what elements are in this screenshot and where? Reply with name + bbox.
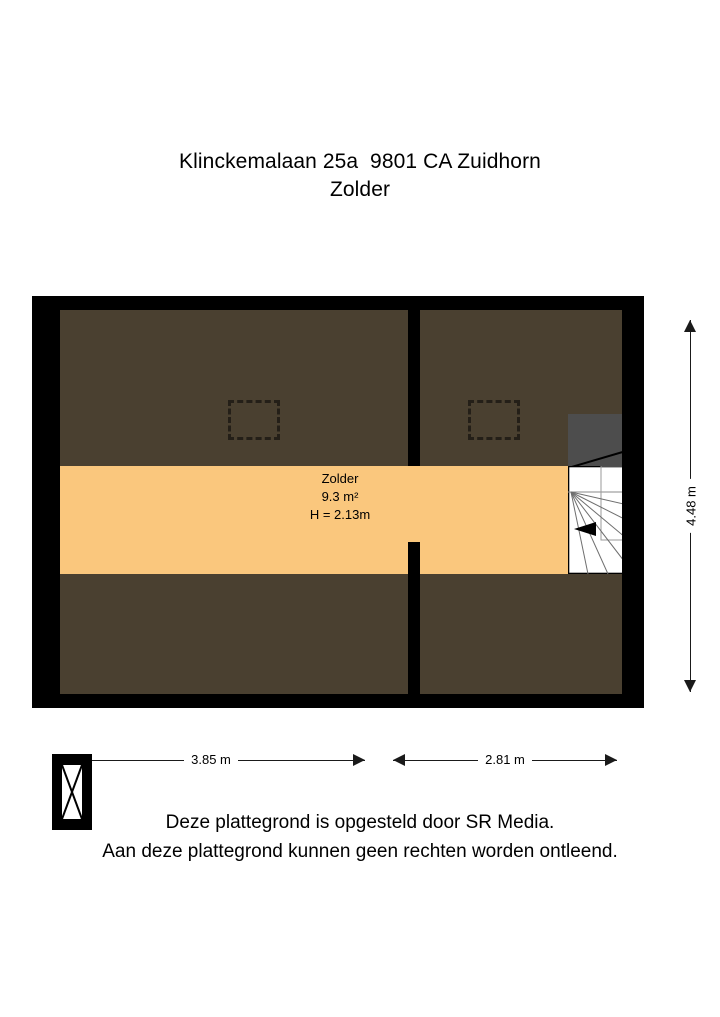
stair-treads	[568, 466, 622, 574]
floor-name: Zolder	[329, 178, 391, 201]
disclaimer	[0, 808, 720, 866]
dimension-left-label: 3.85 m	[184, 752, 238, 767]
dimension-right-width	[393, 748, 617, 774]
staircase-icon	[568, 466, 622, 574]
disclaimer-line-1: Deze plattegrond is opgesteld door SR Media.	[165, 812, 555, 833]
arrow-down-icon	[684, 680, 696, 692]
dimension-height	[678, 320, 704, 692]
window-icon	[52, 754, 92, 830]
disclaimer-line-2: Aan deze plattegrond kunnen geen rechten worden ontleend.	[102, 841, 618, 862]
dimension-right-label: 2.81 m	[478, 752, 532, 767]
partition-wall-upper	[408, 310, 420, 466]
ceiling-slope-line	[568, 414, 622, 468]
room-label	[250, 470, 430, 524]
dimension-height-label: 4.48 m	[680, 479, 703, 533]
partition-wall-lower	[408, 574, 420, 694]
window-cross-icon	[52, 754, 92, 830]
arrow-up-icon	[684, 320, 696, 332]
skylight-icon-left	[228, 400, 280, 440]
room-name: Zolder	[321, 471, 359, 486]
skylight-icon-right	[468, 400, 520, 440]
room-area: 9.3 m²	[321, 489, 359, 504]
address-line: Klinckemalaan 25a 9801 CA Zuidhorn	[179, 150, 541, 173]
room-height: H = 2.13m	[309, 507, 371, 522]
page-title	[0, 148, 720, 204]
dimension-left-width	[57, 748, 365, 774]
stair-ceiling-slope	[568, 414, 622, 468]
partition-wall-stub	[408, 542, 420, 574]
